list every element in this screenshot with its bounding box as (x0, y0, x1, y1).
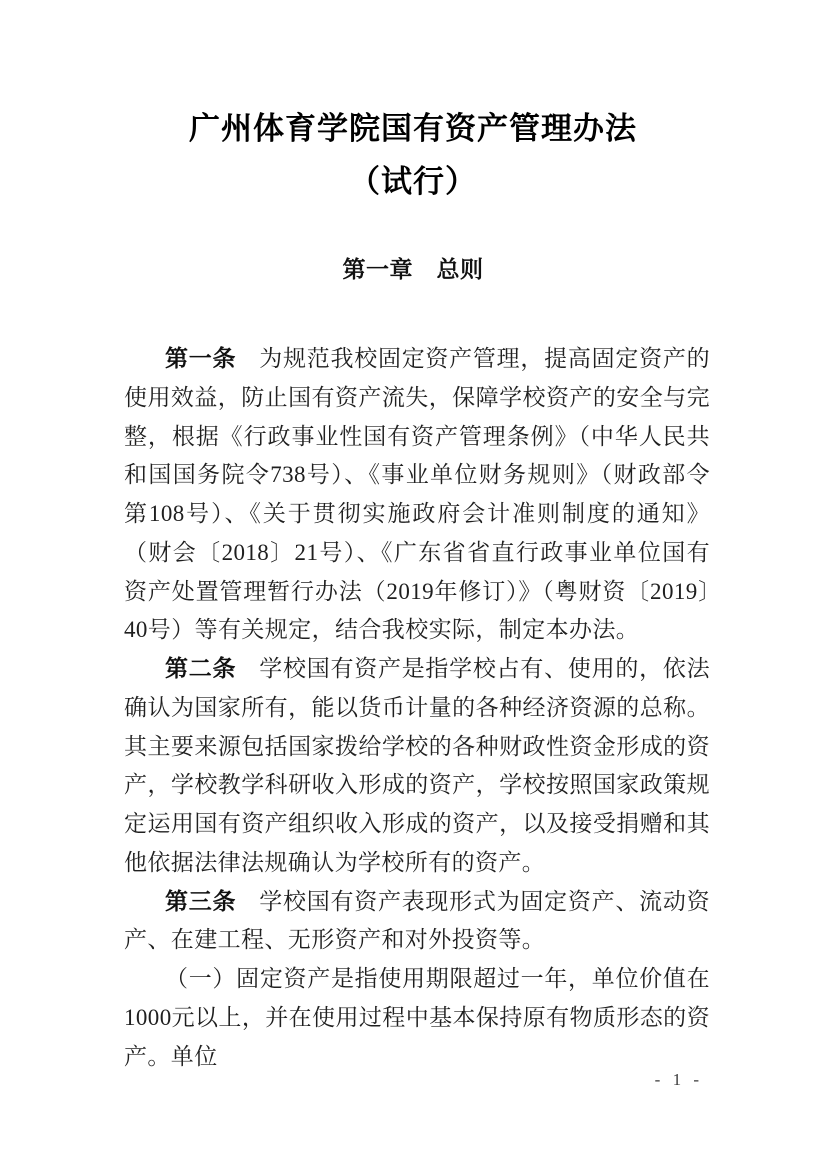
document-body (124, 340, 710, 1076)
paragraph (124, 883, 710, 961)
paragraph-text: 为规范我校固定资产管理，提高固定资产的使用效益，防止国有资产流失，保障学校资产的安全与完整，根据《行政事业性国有资产管理条例》（中华人民共和国国务院令738号）、《事业单位财务规则》（财政部令第108号）、《关于贯彻实施政府会计准则制度的通知》（财会〔2018〕21号）、《广东省省直行政事业单位国有资产处置管理暂行办法（2019年修订）》（粤财资〔2019〕40号）等有关规定，结合我校实际，制定本办法。 (124, 346, 710, 643)
page-number: - 1 - (654, 1070, 703, 1089)
document-subtitle: （试行） (349, 164, 477, 199)
article-number-label: 第三条 (165, 888, 237, 914)
paragraph-text: 学校国有资产是指学校占有、使用的，依法确认为国家所有，能以货币计量的各种经济资源的总称。其主要来源包括国家拨给学校的各种财政性资金形成的资产，学校教学科研收入形成的资产，学校按照国家政策规定运用国有资产组织收入形成的资产，以及接受捐赠和其他依据法律法规确认为学校所有的资产。 (124, 656, 710, 875)
article-number-label: 第一条 (165, 346, 237, 371)
document-title: 广州体育学院国有资产管理办法 (189, 111, 637, 146)
document-title-block (0, 102, 826, 208)
paragraph-text: 学校国有资产表现形式为固定资产、流动资产、在建工程、无形资产和对外投资等。 (124, 888, 710, 953)
article-number-label: 第二条 (165, 656, 237, 681)
chapter-heading: 第一章 总则 (342, 256, 484, 282)
paragraph-text: （一）固定资产是指使用期限超过一年，单位价值在1000元以上，并在使用过程中基本保持原有物质形态的资产。单位 (124, 966, 710, 1069)
paragraph (124, 340, 710, 650)
paragraph (124, 960, 710, 1076)
paragraph (124, 650, 710, 883)
